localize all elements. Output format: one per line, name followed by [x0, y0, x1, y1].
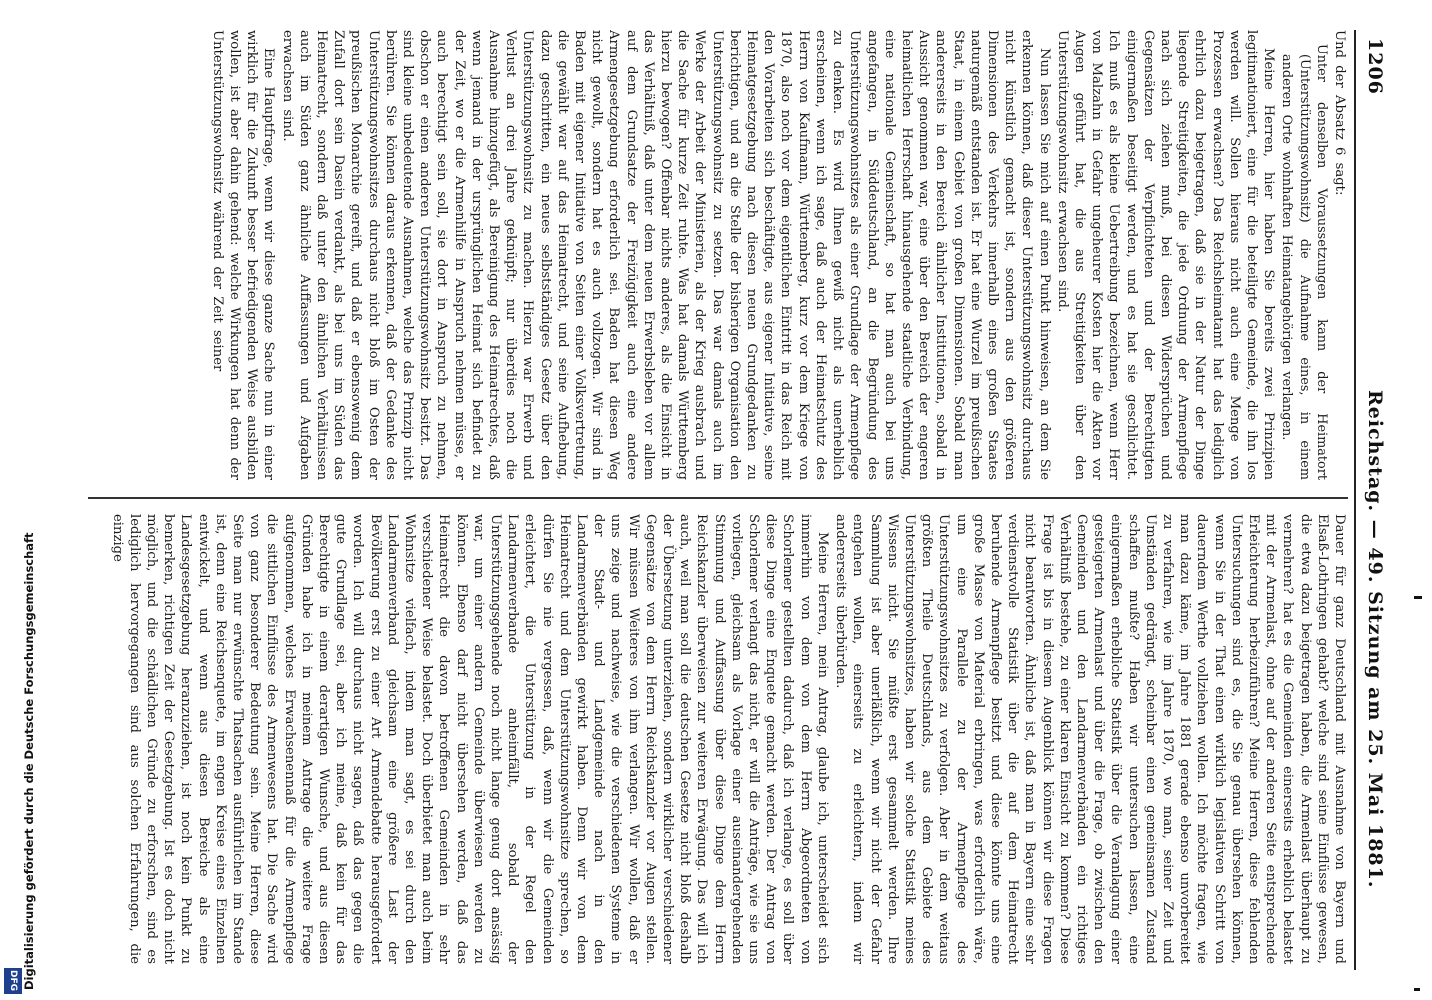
paragraph: Eine Hauptfrage, wenn wir diese ganze Sache nun in einer wirklich für die Zukunft besser befriedigenden Weise ausbilden wollen, ist aber dahin gehend: welche Wirkungen hat denn der Unterstützungswohnsitz während der Zeit seiner: [209, 30, 277, 480]
header-rule: [1354, 30, 1356, 970]
paragraph: Meine Herren, mein Antrag, glaube ich, unterscheidet sich immerhin von dem von dem Herrn Abgeordneten von Schorlemer gestellten dadurch, daß ich verlange, es soll über diese Dinge eine Enquete gemacht werden. Der Antrag von Schorlemer verlangt das nicht, er will die Anträge, wie sie uns vorliegen, gleichsam als Vorlage einer auseinandergehenden Stimmung und Auffassung über diese Dinge dem Herrn Reichskanzler überweisen zur weiteren Erwägung. Das will ich auch, weil man soll die deutschen Gesetze nicht bloß deshalb der Übersetzung unterziehen, sondern wirklicher verschiedener Gegensätze von dem Herrn Reichskanzler vor Augen stellen. Wir müssen Weiteres von ihm verlangen. Wir wollen, daß er uns zeige und nachweise, wie die verschiedenen Systeme in der Stadt- und Landgemeinde nach in den Landarmenverbänden gewirkt haben. Denn wir von dem Heimatrecht und dem Unterstützungswohnsitze sprechen, so dürfen Sie nie vergessen, daß, wenn wir die Gemeinden erleichtert, die Unterstützung in der Regel den Landarmenverbande anheimfällt, sobald der Unterstützungsgehende noch nicht lange genug dort ansässig war, um einer andern Gemeinde überwiesen werden zu können. Ebenso darf nicht übersehen werden, daß das Heimatrecht die davon betroffenen Gemeinden in sehr verschiedener Weise belastet. Doch überbietet man auch beim Wohnsitze vielfach, indem man sagt, es sei durch den Landarmenverband gleichsam eine größere Last der Bevölkerung erst zu einer Art Armendebatte herausgefordert worden. Ich will durchaus nicht sagen, daß das gegen die gute Grundlage sei, aber ich meine, daß kein für das Berechtigte in einem derartigen Wunsche, und aus diesen Gründen habe ich in meinem Antrage die weitere Frage aufgenommen, welches Erwachsenennaß für die Armenpflege die sittlichen Einflüsse des Armenwesens hat. Die Sache wird von ganz besonderer Bedeutung sein. Meine Herren, diese Seite man nur erwünschte Thatsachen ausführlichen im Stande ist, denn eine Reichsenquete, im engen Kreise eines Einzelnen entwickelt, und wenn aus diesen Bereiche als eine Landesgesetzgebung heranzuziehen, ist noch kein Punkt zu bemerken, richtigen Zeit der Gesetzgebung. Ist es doch nicht möglich, und die schädlichen Gründe zu erforschen, sind es lediglich hervorgegangen sind aus solchen Erfahrungen, die einzige: [109, 514, 830, 964]
page-number: 1206: [1364, 38, 1386, 95]
page-header: [1360, 30, 1390, 970]
dfg-logo: DFG: [4, 968, 22, 994]
running-head: Reichstag. — 49. Sitzung am 25. Mai 1881.: [1364, 390, 1386, 889]
paragraph: Dauer für ganz Deutschland mit Ausnahme von Bayern und Elsaß-Lothringen gehabt? welche sind seine Einflüsse gewesen, die etwa dazu beigetragen haben, die Armenlast überhaupt zu vermehren? hat es die Gemeinden einerseits erheblich belastet mit der Armenlast, ohne auf der anderen Seite entsprechende Erleichterung herbeizuführen? Meine Herren, diese fehlenden Untersuchungen sind es, die Sie genau übersehen können, wenn Sie in der That einen wirklich legislativen Schritt von dauerndem Werthe vollziehen wollen. Ich möchte fragen, wie man dazu käme, im Jahre 1881 gerade ebenso unvorbereitet zu verfahren, wie im Jahre 1870, wo man, seiner Zeit und Umständen gedrängt, scheinbar einen gemeinsamen Zustand schaffen mußte? Haben wir untersuchen lassen, eine einigermaßen erhebliche Statistik über die Veranlagung einer gesteigerten Armenlast und über die Frage, ob zwischen den Gemeinden und den Landarmenverbänden ein richtiges Verhältniß bestehe, zu einer klaren Einsicht zu kommen? Diese Frage ist bis in diesem Augenblick können wir diese Fragen nicht beantworten. Ähnliche ist, daß man in Bayern eine sehr verdienstvolle Statistik über die auf dem Heimatrecht beruhende Armenpflege besitzt und diese könnte uns eine große Masse von Material erbringen, was erforderlich wäre, um eine Parallele zu der Armenpflege des Unterstützungswohnsitzes zu verfolgen. Aber in dem weitaus größten Theile Deutschlands, aus dem Gebiete des Unterstützungswohnsitzes, haben wir solche Statistik meines Wissens nicht. Sie müßte erst gesammelt werden. Ihre Sammlung ist aber unerläßlich, wenn wir nicht der Gefahr entgehen wollen, einerseits zu erleichtern, indem wir andererseits überbürden.: [833, 514, 1347, 964]
right-text-column: [88, 514, 1348, 964]
edge-mark: [1414, 596, 1422, 599]
digitization-credit-text: Digitalisierung gefördert durch die Deutsche Forschungsgemeinschaft: [22, 532, 36, 990]
left-text-column: [88, 30, 1348, 480]
paragraph: Nun lassen Sie mich auf einen Punkt hinweisen, an dem Sie erkennen können, daß dieser Unterstützungswohnsitz durchaus nicht künstlich gemacht ist, sondern aus den größeren Dimensionen des Verkehrs innerhalb eines großen Staates naturgemäß entstanden ist. Er hat eine Wurzel im preußischen Staat, in einem Gebiet von großen Dimensionen. Sobald man andererseits in den Bereich ähnlicher Institutionen, sobald in Aussicht genommen war, eine über den Bereich der engeren heimatlichen Herrschaft hinausgehende staatliche Verbindung, eine nationale Gemeinschaft, so hat man auch bei uns angefangen, in Süddeutschland, an die Begründung des Unterstützungswohnsitzes als einer Grundlage der Armenpflege zu denken. Es wird Ihnen gewiß nicht als unerheblich erscheinen, wenn ich sage, daß auch der Heimatschutz des Herrn von Kaufmann, Württemberg, kurz vor dem Kriege von 1870, also noch vor dem eigentlichen Eintritt in das Reich mit den Vorarbeiten sich beschäftigte, aus eigener Initiative, seine Heimatgesetzgebung nach diesen neuen Grundgedanken zu berichtigen, und an die Stelle der bisherigen Organisation den Unterstützungswohnsitz zu setzen. Das war damals auch im Werke der Arbeit der Ministerien, als der Krieg ausbrach und die Sache für kurze Zeit ruhte. Was hat damals Württemberg hierzu bewogen? Offenbar nichts anderes, als die Einsicht in das Verhältniß, daß unter dem neuen Erwerbsleben vor allem auf dem Grundsatze der Freizügigkeit auch eine andere Armengesetzgebung erforderlich sei. Baden hat diesen Weg nicht gewollt, sondern hat es auch vollzogen. Wir sind in Baden mit eigener Initiative von Seiten einer Volksvertretung, die gewählt war auf das Heimatrecht, und seine Aufhebung, dazu geschritten, ein neues selbstständiges Gesetz über den Unterstützungswohnsitz zu machen. Hierzu war Erwerb und Verlust an drei Jahre geknüpft; nur überdies noch die Ausnahme hinzugefügt, als Bereinigung des Heimatrechtes, daß wenn jemand in der ursprünglichen Heimat sich befindet zu der Zeit, wo er die Armenhilfe in Anspruch nehmen müsse, er auch berechtigt sein soll, sie dort in Anspruch zu nehmen, obschon er einen anderen Unterstützungswohnsitz besitzt. Das sind kleine unbedeutende Ausnahmen, welche das Prinzip nicht berühren. Sie können daraus erkennen, daß der Gedanke des Unterstützungswohnsitzes durchaus nicht bloß im Osten der preußischen Monarchie gereift, und daß er ebensowenig dem Zufall dort sein Dasein verdankt, als bei uns im Süden das Heimatrecht, sondern daß unter den ähnlichen Verhältnissen auch im Süden ganz ähnliche Auffassungen und Aufgaben erwachsen sind.: [279, 30, 1052, 480]
paragraph: Unter denselben Voraussetzungen kann der Heimatort (Unterstützungswohnsitz) die Aufnahme eines, in einem anderen Orte wohnhaften Heimatangehörigen verlangen.: [1279, 44, 1329, 480]
column-divider: [88, 497, 1348, 499]
paragraph: Und der Absatz 6 sagt:: [1332, 30, 1347, 196]
edge-mark: [1414, 988, 1420, 991]
digitization-credit-strip: [0, 0, 36, 1000]
rotated-document-page: [70, 30, 1390, 970]
paragraph: Meine Herren, hier haben Sie bereits zwei Prinzipien legitimationiert, eine für die beteiligte Gemeinde, die ihn los werden will. Sollen hieraus nicht auch eine Menge von Prozessen erwachsen? Das Reichsheimatamt hat das lediglich ehrlich dazu beigetragen, daß sie in der Natur der Dinge liegende Streitigkeiten, die jede Ordnung der Armenpflege nach sich ziehen muß, bei diesen Widersprüchen und Gegensätzen der Verpflichteten und der Berechtigten einigermaßen beseitigt werden, und es hat sie geschlichtet. Ich muß es als kleine Uebertreibung bezeichnen, wenn Herr von Malzahn in Gefahr ungeheurer Kosten hier die Akten vor Augen geführt hat, die aus Streitigkeiten über den Unterstützungswohnsitz erwachsen sind.: [1054, 30, 1277, 480]
